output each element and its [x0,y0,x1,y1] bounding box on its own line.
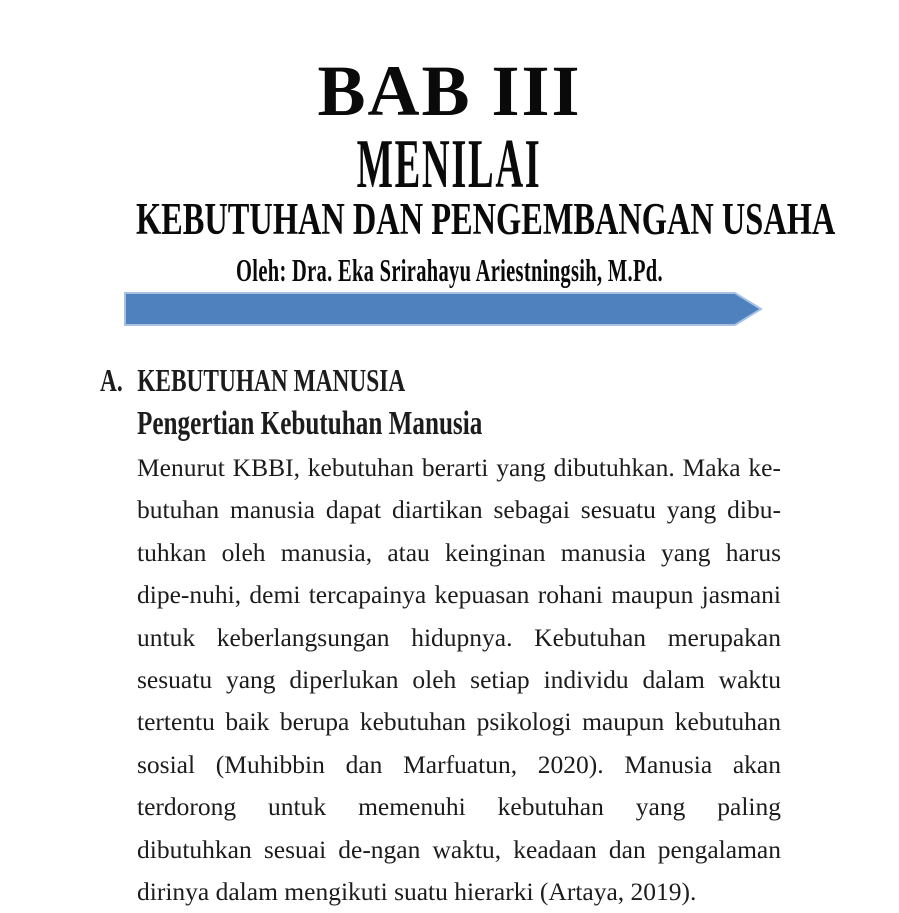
paragraph-line: dibutuhkan sesuai de-ngan waktu, keadaan dan pengalaman [137,834,781,864]
author-line [0,254,899,286]
section-letter: A. [100,362,123,398]
paragraph-line: tuhkan oleh manusia, atau keinginan manusia yang harus [137,537,781,567]
chapter-title-text: BAB III [317,51,582,131]
paragraph-line: sesuatu yang diperlukan oleh setiap individu dalam waktu [137,665,781,695]
chapter-topic-text: KEBUTUHAN DAN PENGEMBANGAN USAHA [135,194,836,244]
paragraph-line: tertentu baik berupa kebutuhan psikologi maupun kebutuhan [137,707,781,737]
section-heading [100,364,405,396]
paragraph-line: sosial (Muhibbin dan Marfuatun, 2020). Manusia akan [137,749,781,779]
paragraph-line: untuk keberlangsungan hidupnya. Kebutuhan merupakan [137,622,781,652]
arrow-banner [124,291,763,327]
right-arrow-shape [125,293,761,325]
section-title: KEBUTUHAN MANUSIA [137,362,406,398]
chapter-subtitle [0,126,899,203]
chapter-topic [0,194,899,244]
section-subheading: Pengertian Kebutuhan Manusia [137,405,483,442]
paragraph-line: terdorong untuk memenuhi kebutuhan yang paling [137,792,781,822]
author-line-text: Oleh: Dra. Eka Srirahayu Ariestningsih, M.Pd. [236,252,663,288]
chapter-subtitle-text: MENILAI [357,126,542,203]
paragraph-line: Menurut KBBI, kebutuhan berarti yang dibutuhkan. Maka ke- [137,453,781,482]
paragraph-line: dirinya dalam mengikuti suatu hierarki (Artaya, 2019). [137,877,697,907]
paragraph-line: butuhan manusia dapat diartikan sebagai sesuatu yang dibu- [137,495,781,525]
chapter-title [0,51,899,131]
body-paragraph [137,447,781,913]
paragraph-line: dipe-nuhi, demi tercapainya kepuasan rohani maupun jasmani [137,580,781,610]
